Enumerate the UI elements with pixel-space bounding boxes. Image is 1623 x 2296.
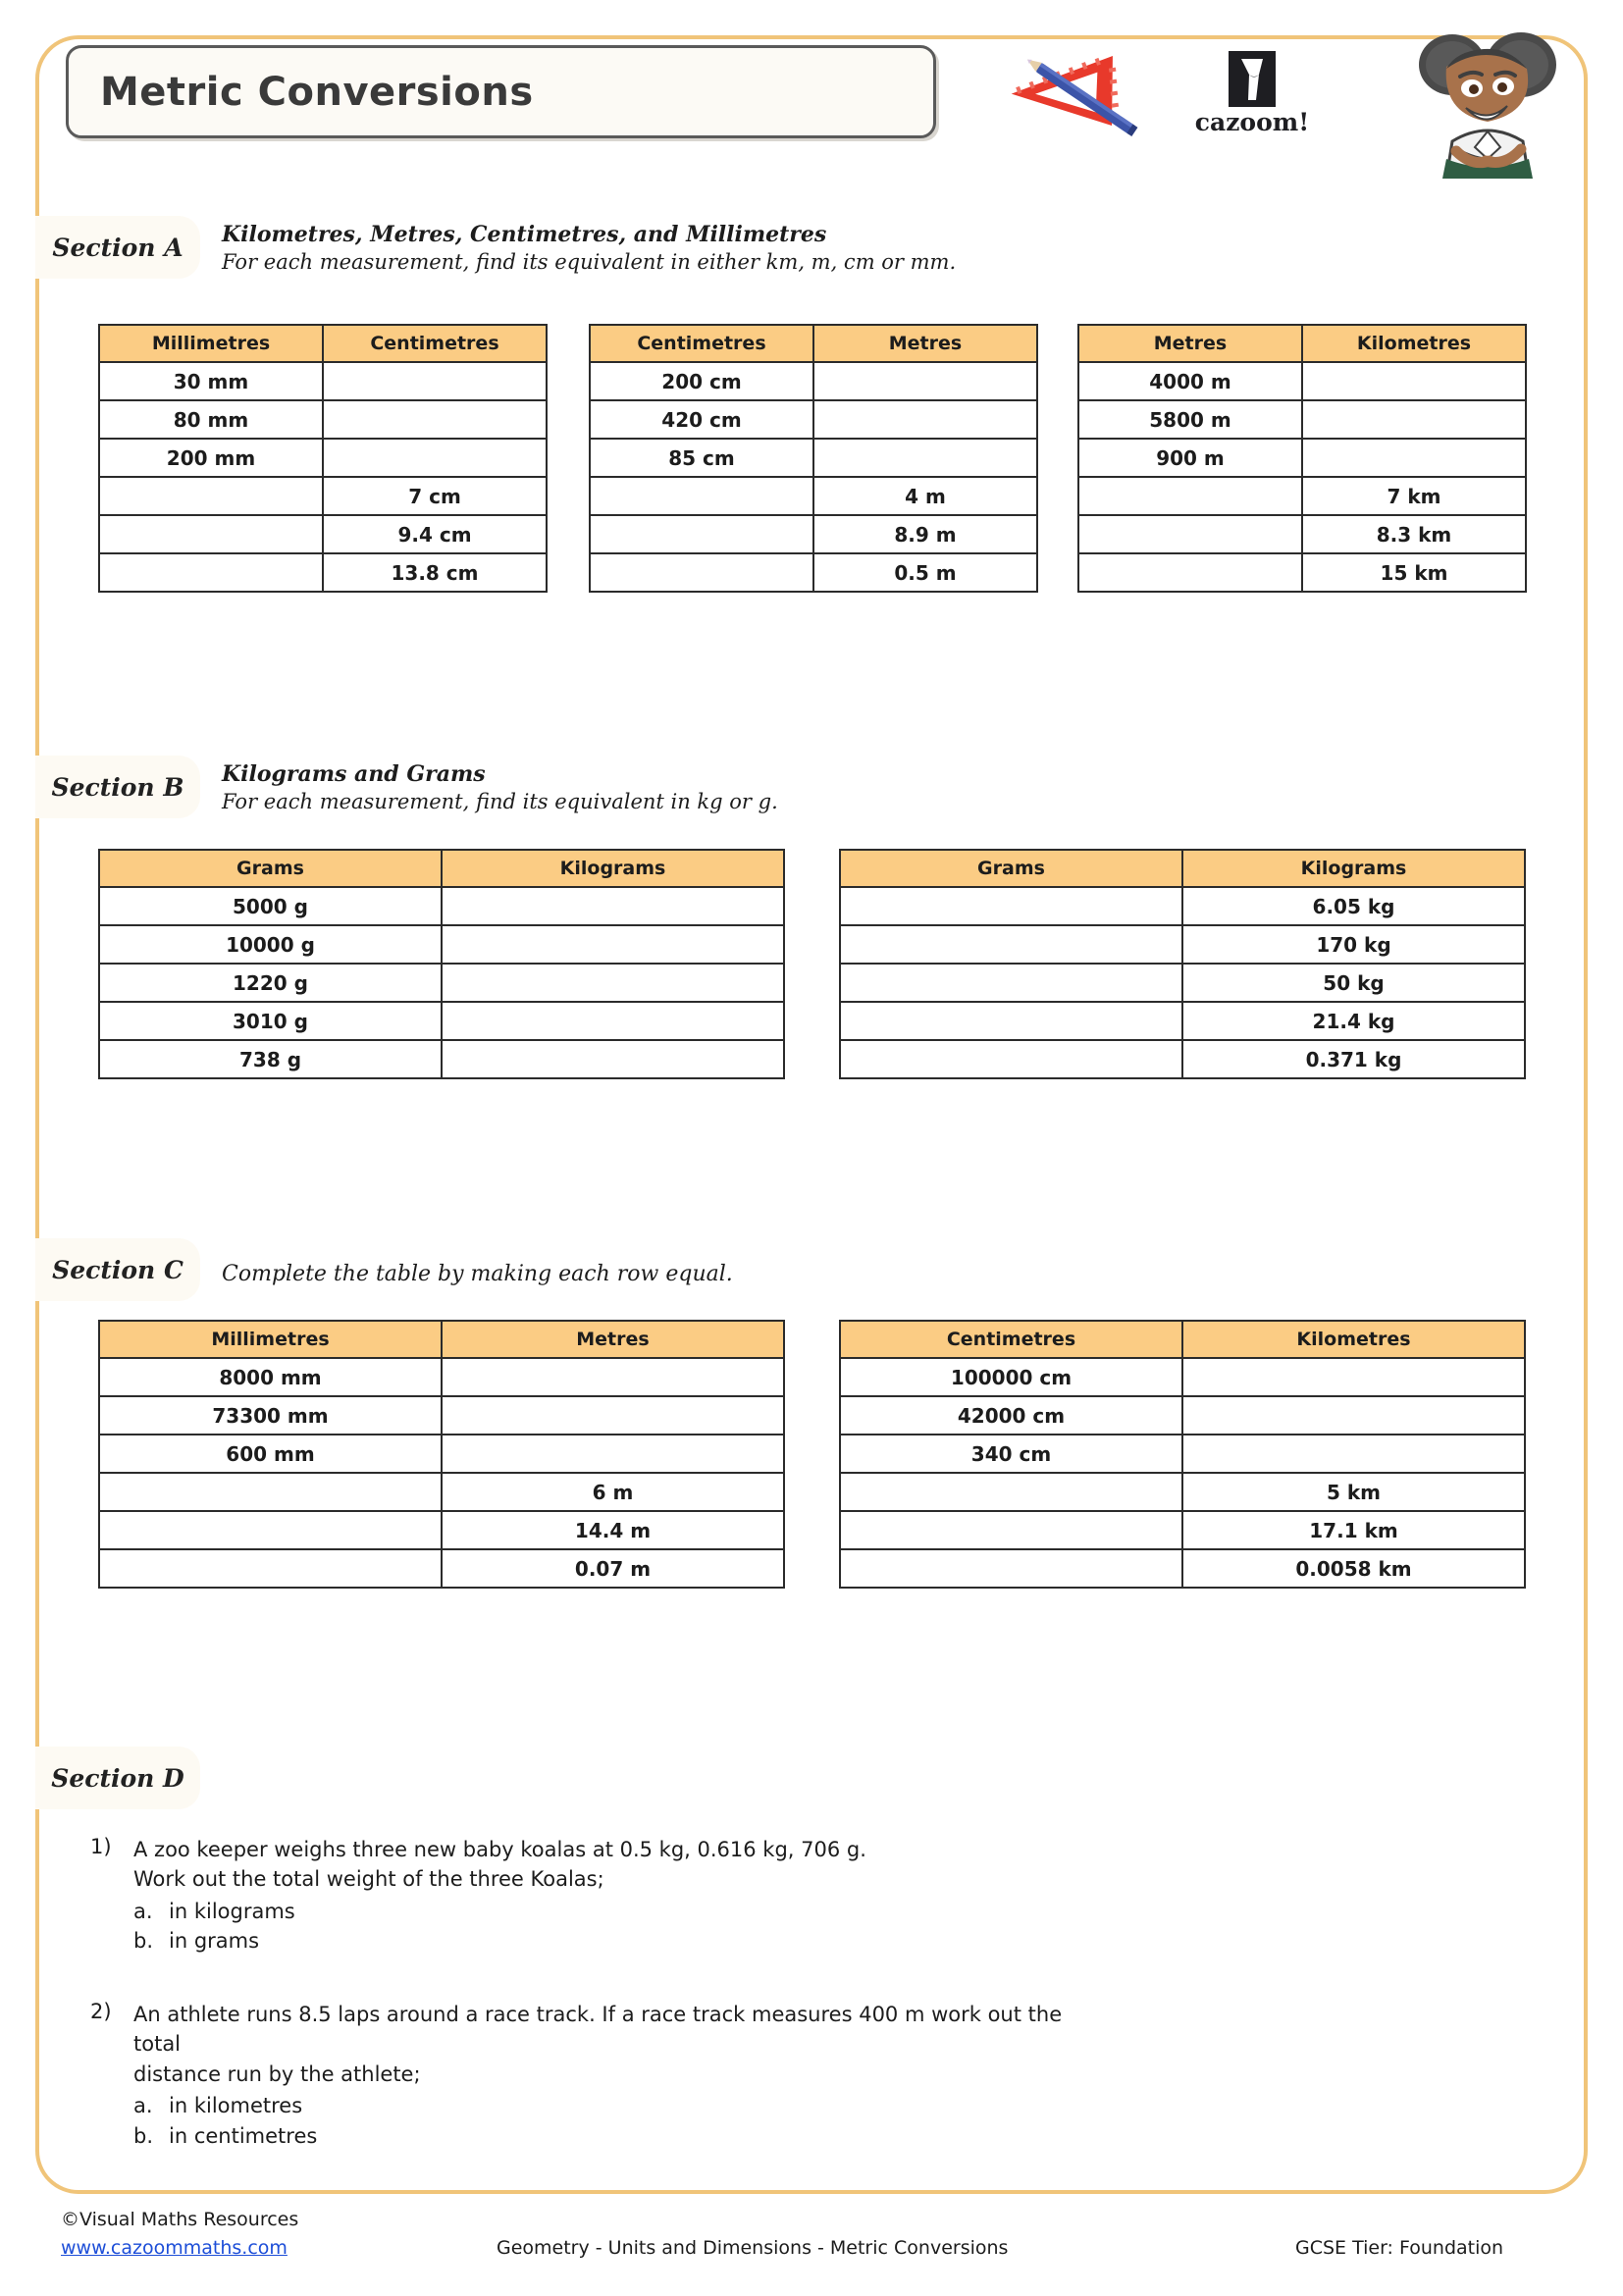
section-c-subtitle: Complete the table by making each row equal. (222, 1262, 733, 1286)
cell[interactable]: 50 kg (1182, 964, 1525, 1002)
cell-answer[interactable] (99, 477, 323, 515)
cell[interactable]: 900 m (1078, 439, 1302, 477)
table-row (99, 1435, 784, 1473)
table-c2-header-0: Centimetres (840, 1321, 1182, 1358)
cell[interactable]: 1220 g (99, 964, 442, 1002)
cell[interactable]: 7 cm (323, 477, 547, 515)
table-row (99, 439, 547, 477)
cell-answer[interactable] (99, 553, 323, 592)
table-a3 (1077, 324, 1527, 593)
table-c1 (98, 1320, 785, 1589)
student-character-icon (1401, 22, 1574, 179)
table-row (840, 1511, 1525, 1549)
page-title: Metric Conversions (100, 69, 534, 115)
table-row (1078, 553, 1526, 592)
table-a2 (589, 324, 1038, 593)
question-2-parts (133, 2091, 1072, 2151)
table-row (840, 1002, 1525, 1040)
cell[interactable]: 170 kg (1182, 925, 1525, 964)
cell-answer[interactable] (323, 439, 547, 477)
cell-answer[interactable] (99, 1473, 442, 1511)
table-a3-header-1: Kilometres (1302, 325, 1526, 362)
cell-answer[interactable] (1182, 1396, 1525, 1435)
cell-answer[interactable] (442, 1435, 784, 1473)
cell-answer[interactable] (99, 1511, 442, 1549)
cell-answer[interactable] (1182, 1435, 1525, 1473)
table-row (1078, 400, 1526, 439)
cell-answer[interactable] (590, 515, 813, 553)
table-row (590, 439, 1037, 477)
question-1-number: 1) (90, 1835, 112, 1858)
table-row (99, 477, 547, 515)
section-b-header (35, 756, 1115, 818)
question-1-part-b-letter: b. (133, 1929, 154, 1954)
table-b2-header-0: Grams (840, 850, 1182, 887)
cell[interactable]: 5800 m (1078, 400, 1302, 439)
cell[interactable]: 8.9 m (813, 515, 1037, 553)
section-d-header (35, 1747, 1115, 1809)
section-b-label: Section B (51, 772, 184, 802)
cell-answer[interactable] (442, 887, 784, 925)
cazoom-logo (1191, 51, 1313, 139)
section-b-title: Kilograms and Grams (222, 761, 486, 787)
section-a-label: Section A (52, 233, 183, 262)
table-row (840, 1549, 1525, 1588)
cell-answer[interactable] (1078, 553, 1302, 592)
cell-answer[interactable] (813, 400, 1037, 439)
cell[interactable]: 9.4 cm (323, 515, 547, 553)
worksheet-title-bar (66, 45, 936, 138)
ruler-and-pencil-icon (991, 53, 1178, 139)
table-row (590, 477, 1037, 515)
footer-left-block (61, 2206, 298, 2264)
question-2-part-a-letter: a. (133, 2094, 153, 2118)
table-row (99, 925, 784, 964)
cell-answer[interactable] (840, 887, 1182, 925)
table-a1-header-0: Millimetres (99, 325, 323, 362)
question-2-part-b-text: in centimetres (169, 2123, 318, 2148)
cell-answer[interactable] (1302, 400, 1526, 439)
cell[interactable]: 340 cm (840, 1435, 1182, 1473)
list-item (133, 2091, 1072, 2120)
table-row (99, 1473, 784, 1511)
footer-tier-text: GCSE Tier: Foundation (1295, 2237, 1504, 2259)
table-b2 (839, 849, 1526, 1079)
cell-answer[interactable] (442, 964, 784, 1002)
table-a1-header-1: Centimetres (323, 325, 547, 362)
list-item (133, 1897, 866, 1926)
cell[interactable]: 4000 m (1078, 362, 1302, 400)
cell[interactable]: 8.3 km (1302, 515, 1526, 553)
cell[interactable]: 21.4 kg (1182, 1002, 1525, 1040)
table-c2-header-1: Kilometres (1182, 1321, 1525, 1358)
cell-answer[interactable] (840, 1549, 1182, 1588)
cell[interactable]: 73300 mm (99, 1396, 442, 1435)
table-row (590, 553, 1037, 592)
cell-answer[interactable] (1302, 439, 1526, 477)
cell[interactable]: 8000 mm (99, 1358, 442, 1396)
question-2-part-a-text: in kilometres (169, 2094, 303, 2118)
table-row (590, 400, 1037, 439)
cell[interactable]: 10000 g (99, 925, 442, 964)
cell-answer[interactable] (1182, 1358, 1525, 1396)
section-c-label: Section C (52, 1255, 183, 1284)
cell-answer[interactable] (1078, 515, 1302, 553)
hourglass-glyph-icon (1235, 55, 1269, 104)
cell[interactable]: 0.0058 km (1182, 1549, 1525, 1588)
cell-answer[interactable] (840, 1473, 1182, 1511)
table-row (99, 553, 547, 592)
section-c-description (222, 1238, 733, 1286)
cell[interactable]: 30 mm (99, 362, 323, 400)
table-a3-header-0: Metres (1078, 325, 1302, 362)
table-row (99, 400, 547, 439)
cell-answer[interactable] (442, 1358, 784, 1396)
question-2 (90, 2000, 1072, 2151)
cell-answer[interactable] (99, 515, 323, 553)
cell[interactable]: 0.5 m (813, 553, 1037, 592)
table-row (840, 1396, 1525, 1435)
cell[interactable]: 85 cm (590, 439, 813, 477)
table-row (1078, 362, 1526, 400)
cell-answer[interactable] (1302, 362, 1526, 400)
cell[interactable]: 6.05 kg (1182, 887, 1525, 925)
section-a-description (222, 216, 956, 276)
cell[interactable]: 5 km (1182, 1473, 1525, 1511)
cell-answer[interactable] (840, 1040, 1182, 1078)
cell[interactable]: 0.371 kg (1182, 1040, 1525, 1078)
table-row (99, 362, 547, 400)
cazoom-hourglass-mark-icon (1229, 51, 1276, 107)
question-1-part-b-text: in grams (169, 1929, 260, 1954)
cell-answer[interactable] (813, 362, 1037, 400)
cell-answer[interactable] (323, 362, 547, 400)
table-row (840, 887, 1525, 925)
cell[interactable]: 420 cm (590, 400, 813, 439)
section-a-chip (35, 216, 200, 279)
table-row (99, 1358, 784, 1396)
cell-answer[interactable] (840, 1511, 1182, 1549)
question-2-number: 2) (90, 1999, 112, 2023)
table-a2-header-1: Metres (813, 325, 1037, 362)
cell[interactable]: 5000 g (99, 887, 442, 925)
table-b1-header-1: Kilograms (442, 850, 784, 887)
section-b-subtitle: For each measurement, find its equivalent in kg or g. (222, 789, 778, 813)
cell-answer[interactable] (1078, 477, 1302, 515)
cell[interactable]: 200 cm (590, 362, 813, 400)
section-a-subtitle: For each measurement, find its equivalent in either km, m, cm or mm. (222, 249, 957, 274)
table-row (840, 925, 1525, 964)
cell-answer[interactable] (813, 439, 1037, 477)
table-a1 (98, 324, 548, 593)
question-1-parts (133, 1897, 866, 1957)
cell-answer[interactable] (442, 1002, 784, 1040)
question-1-line-1: A zoo keeper weighs three new baby koalas at 0.5 kg, 0.616 kg, 706 g. (133, 1838, 866, 1861)
section-b-description (222, 756, 778, 815)
table-row (840, 1473, 1525, 1511)
question-2-line-1: An athlete runs 8.5 laps around a race track. If a race track measures 400 m work out the total (133, 2002, 1063, 2057)
section-a-title: Kilometres, Metres, Centimetres, and Millimetres (222, 222, 827, 247)
section-d-question-list (90, 1835, 1072, 2194)
cell[interactable]: 738 g (99, 1040, 442, 1078)
table-row (840, 1040, 1525, 1078)
cell-answer[interactable] (840, 925, 1182, 964)
cell-answer[interactable] (590, 553, 813, 592)
question-1-line-2: Work out the total weight of the three Koalas; (133, 1867, 604, 1892)
cell[interactable]: 200 mm (99, 439, 323, 477)
section-d-label: Section D (51, 1763, 184, 1793)
cell[interactable]: 17.1 km (1182, 1511, 1525, 1549)
cell[interactable]: 80 mm (99, 400, 323, 439)
cell[interactable]: 42000 cm (840, 1396, 1182, 1435)
table-row (99, 1040, 784, 1078)
table-c1-header-1: Metres (442, 1321, 784, 1358)
list-item (133, 2121, 1072, 2151)
table-c2 (839, 1320, 1526, 1589)
question-1 (90, 1835, 1072, 1957)
section-c-header (35, 1238, 1115, 1301)
table-row (1078, 439, 1526, 477)
page-footer (0, 2206, 1623, 2296)
cell[interactable]: 7 km (1302, 477, 1526, 515)
table-c1-header-0: Millimetres (99, 1321, 442, 1358)
table-row (99, 1002, 784, 1040)
table-row (1078, 515, 1526, 553)
cell-answer[interactable] (323, 400, 547, 439)
list-item (133, 1926, 866, 1956)
question-2-part-b-letter: b. (133, 2123, 154, 2148)
table-row (840, 1435, 1525, 1473)
cell-answer[interactable] (840, 1002, 1182, 1040)
table-row (99, 964, 784, 1002)
cazoom-wordmark: cazoom! (1194, 108, 1310, 136)
table-b2-header-1: Kilograms (1182, 850, 1525, 887)
table-row (99, 1396, 784, 1435)
cell-answer[interactable] (442, 1396, 784, 1435)
question-1-part-a-text: in kilograms (169, 1899, 295, 1923)
copyright-text: ©Visual Maths Resources (61, 2209, 299, 2230)
cell-answer[interactable] (99, 1549, 442, 1588)
section-c-chip (35, 1238, 200, 1301)
question-2-line-2: distance run by the athlete; (133, 2061, 421, 2086)
table-row (99, 515, 547, 553)
table-row (99, 1549, 784, 1588)
table-row (99, 1511, 784, 1549)
website-link[interactable]: www.cazoommaths.com (61, 2237, 288, 2260)
table-b1 (98, 849, 785, 1079)
cell[interactable]: 15 km (1302, 553, 1526, 592)
section-a-header (35, 216, 1115, 279)
section-b-chip (35, 756, 200, 818)
cell-answer[interactable] (442, 925, 784, 964)
cell-answer[interactable] (840, 964, 1182, 1002)
cell[interactable]: 14.4 m (442, 1511, 784, 1549)
footer-topic-text: Geometry - Units and Dimensions - Metric Conversions (497, 2237, 1009, 2259)
table-row (840, 1358, 1525, 1396)
cell[interactable]: 100000 cm (840, 1358, 1182, 1396)
cell[interactable]: 3010 g (99, 1002, 442, 1040)
table-row (590, 362, 1037, 400)
table-b1-header-0: Grams (99, 850, 442, 887)
cell[interactable]: 13.8 cm (323, 553, 547, 592)
brand-logo-area (991, 51, 1315, 141)
section-d-chip (35, 1747, 200, 1809)
cell-answer[interactable] (442, 1040, 784, 1078)
cell-answer[interactable] (590, 477, 813, 515)
cell[interactable]: 0.07 m (442, 1549, 784, 1588)
table-row (590, 515, 1037, 553)
cell[interactable]: 4 m (813, 477, 1037, 515)
table-row (840, 964, 1525, 1002)
question-1-part-a-letter: a. (133, 1899, 153, 1923)
table-row (1078, 477, 1526, 515)
table-row (99, 887, 784, 925)
cell[interactable]: 600 mm (99, 1435, 442, 1473)
cell[interactable]: 6 m (442, 1473, 784, 1511)
table-a2-header-0: Centimetres (590, 325, 813, 362)
